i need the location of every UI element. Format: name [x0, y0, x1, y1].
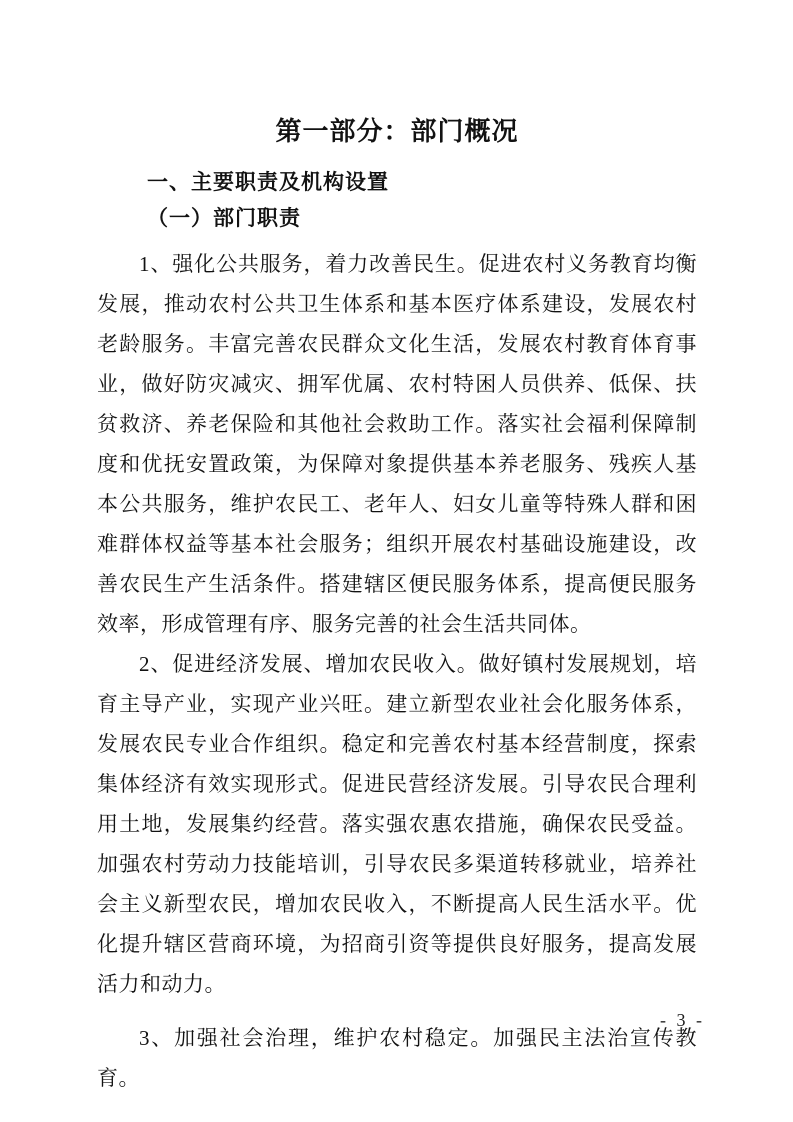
document-title: 第一部分：部门概况: [275, 117, 519, 146]
body-paragraphs: [97, 244, 697, 1098]
section-heading: 一、主要职责及机构设置: [147, 171, 389, 194]
paragraph: 2、促进经济发展、增加农民收入。做好镇村发展规划，培育主导产业，实现产业兴旺。建立新型农业社会化服务体系，发展农民专业合作组织。稳定和完善农村基本经营制度，探索集体经济有效实现形式。促进民营经济发展。引导农民合理利用土地，发展集约经营。落实强农惠农措施，确保农民受益。加强农村劳动力技能培训，引导农民多渠道转移就业，培养社会主义新型农民，增加农民收入，不断提高人民生活水平。优化提升辖区营商环境，为招商引资等提供良好服务，提高发展活力和动力。: [97, 652, 697, 996]
document-content: [97, 0, 697, 1098]
paragraph: 1、强化公共服务，着力改善民生。促进农村义务教育均衡发展，推动农村公共卫生体系和基本医疗体系建设，发展农村老龄服务。丰富完善农民群众文化生活，发展农村教育体育事业，做好防灾减灾、拥军优属、农村特困人员供养、低保、扶贫救济、养老保险和其他社会救助工作。落实社会福利保障制度和优抚安置政策，为保障对象提供基本养老服务、残疾人基本公共服务，维护农民工、老年人、妇女儿童等特殊人群和困难群体权益等基本社会服务；组织开展农村基础设施建设，改善农民生产生活条件。搭建辖区便民服务体系，提高便民服务效率，形成管理有序、服务完善的社会生活共同体。: [97, 252, 697, 636]
paragraph: 3、加强社会治理，维护农村稳定。加强民主法治宣传教育。: [97, 1026, 697, 1090]
subsection-heading: （一）部门职责: [147, 207, 301, 230]
page-number: - 3 -: [660, 1010, 705, 1030]
